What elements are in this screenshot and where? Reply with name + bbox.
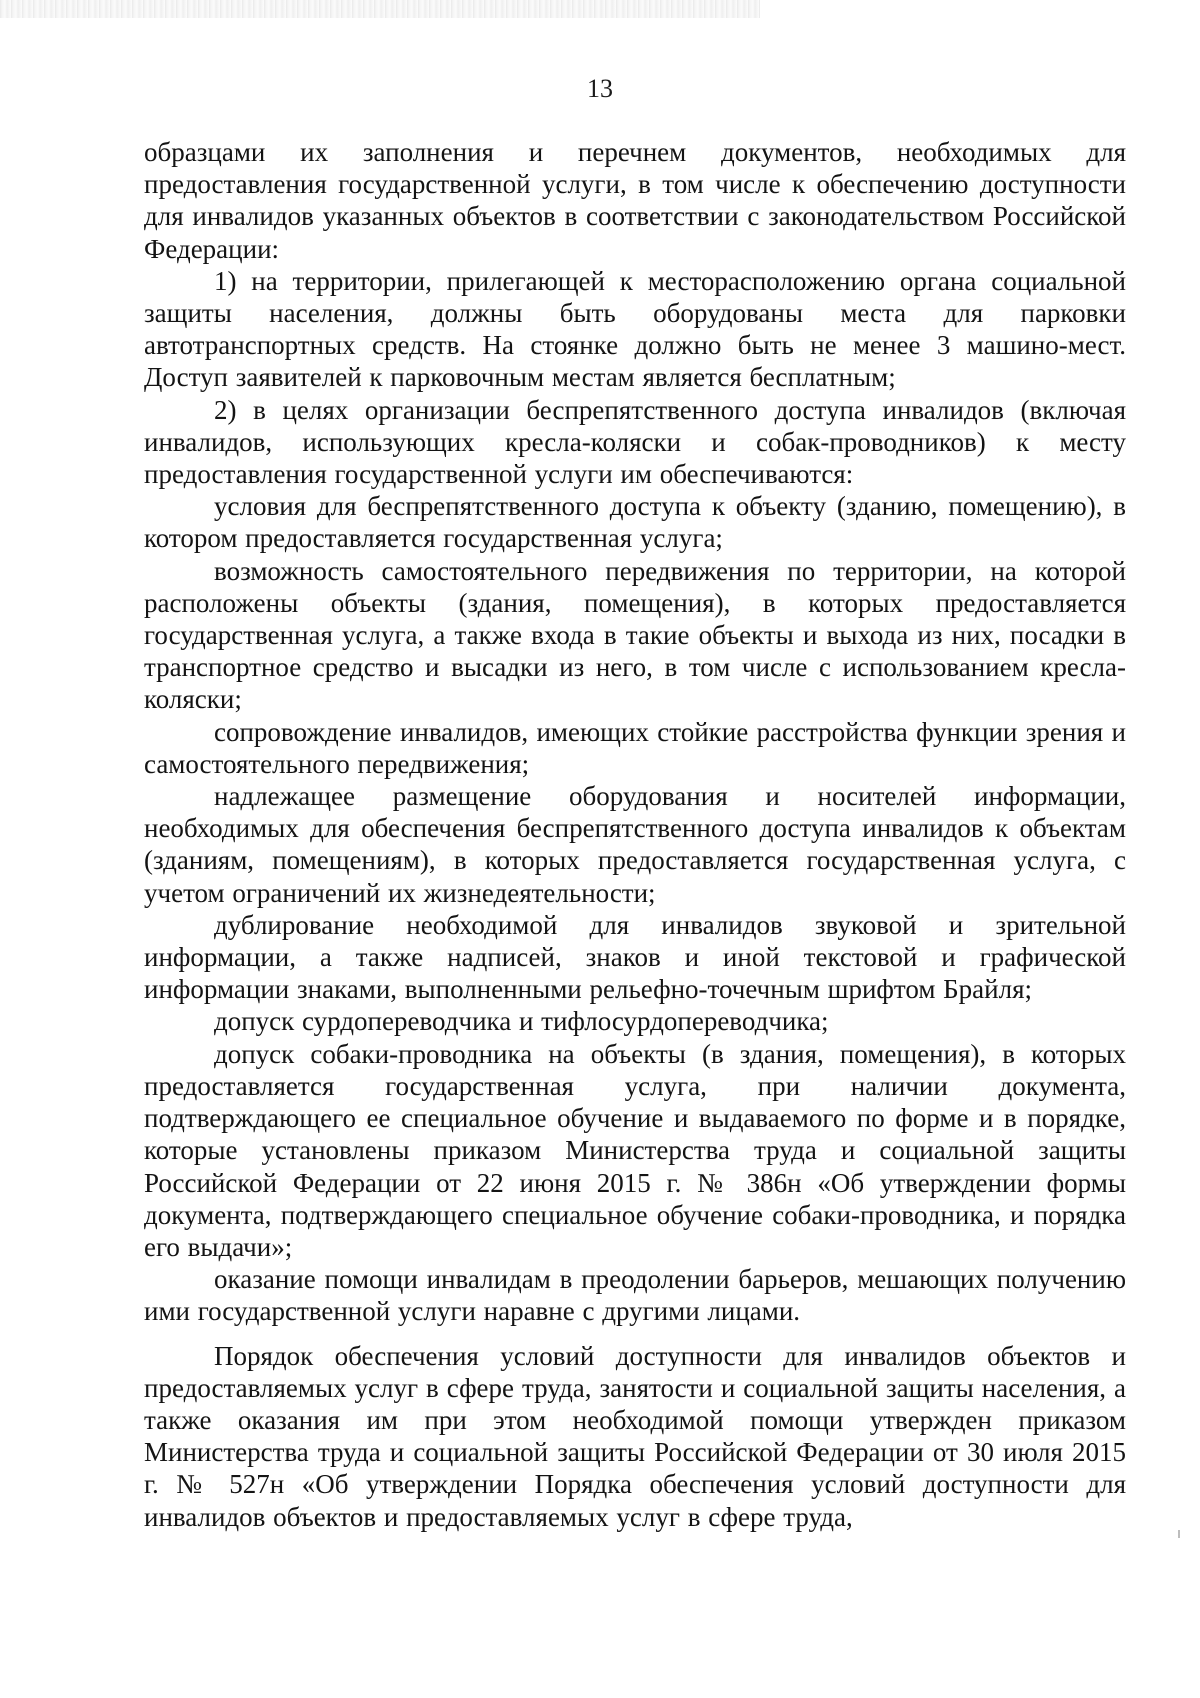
paragraph-assistance: оказание помощи инвалидам в преодолении барьеров, мешающих получению ими государственной услуги наравне с другими лицами.	[144, 1264, 1126, 1327]
paragraph-item-1: 1) на территории, прилегающей к месторасположению органа социальной защиты населения, должны быть оборудованы места для парковки автотранспортных средств. На стоянке должно быть не менее 3 машино-мест. Доступ заявителей к парковочным местам является бесплатным;	[144, 265, 1126, 393]
paragraph-escort: сопровождение инвалидов, имеющих стойкие расстройства функции зрения и самостоятельного передвижения;	[144, 716, 1126, 779]
paragraph-guide-dog: допуск собаки-проводника на объекты (в здания, помещения), в которых предоставляется государственная услуга, при наличии документа, подтверждающего ее специальное обучение и выдаваемого по форме и в порядке, которые установлены приказом Министерства труда и социальной защиты Российской Федерации от 22 июня 2015 г. № 386н «Об утверждении формы документа, подтверждающего специальное обучение собаки-проводника, и порядка его выдачи»;	[144, 1038, 1126, 1262]
scan-artifact	[0, 0, 760, 18]
paragraph-interpreter: допуск сурдопереводчика и тифлосурдопереводчика;	[214, 1006, 829, 1037]
paragraph-equipment: надлежащее размещение оборудования и носителей информации, необходимых для обеспечения беспрепятственного доступа инвалидов к объектам (зданиям, помещениям), в которых предоставляется государственная услуга, с учетом ограничений их жизнедеятельности;	[144, 781, 1126, 908]
paragraph-item-2: 2) в целях организации беспрепятственного доступа инвалидов (включая инвалидов, использующих кресла-коляски и собак-проводников) к месту предоставления государственной услуги им обеспечиваются:	[144, 394, 1126, 490]
paragraph-continuation: образцами их заполнения и перечнем документов, необходимых для предоставления государственной услуги, в том числе к обеспечению доступности для инвалидов указанных объектов в соответствии с законодательством Российской Федерации:	[144, 137, 1126, 264]
paragraph-procedure: Порядок обеспечения условий доступности для инвалидов объектов и предоставляемых услуг в сфере труда, занятости и социальной защиты населения, а также оказания им при этом необходимой помощи утвержден приказом Министерства труда и социальной защиты Российской Федерации от 30 июля 2015 г. № 527н «Об утверждении Порядка обеспечения условий доступности для инвалидов объектов и предоставляемых услуг в сфере труда,	[144, 1340, 1126, 1532]
document-body	[144, 136, 1126, 1533]
paragraph-conditions: условия для беспрепятственного доступа к объекту (зданию, помещению), в котором предоставляется государственная услуга;	[144, 491, 1126, 554]
page-number: 13	[587, 74, 613, 103]
scan-mark	[1178, 1530, 1180, 1538]
paragraph-mobility: возможность самостоятельного передвижения по территории, на которой расположены объекты (здания, помещения), в которых предоставляется государственная услуга, а также входа в такие объекты и выхода из них, посадки в транспортное средство и высадки из него, в том числе с использованием кресла-коляски;	[144, 555, 1126, 715]
paragraph-braille: дублирование необходимой для инвалидов звуковой и зрительной информации, а также надписей, знаков и иной текстовой и графической информации знаками, выполненными рельефно-точечным шрифтом Брайля;	[144, 909, 1126, 1005]
